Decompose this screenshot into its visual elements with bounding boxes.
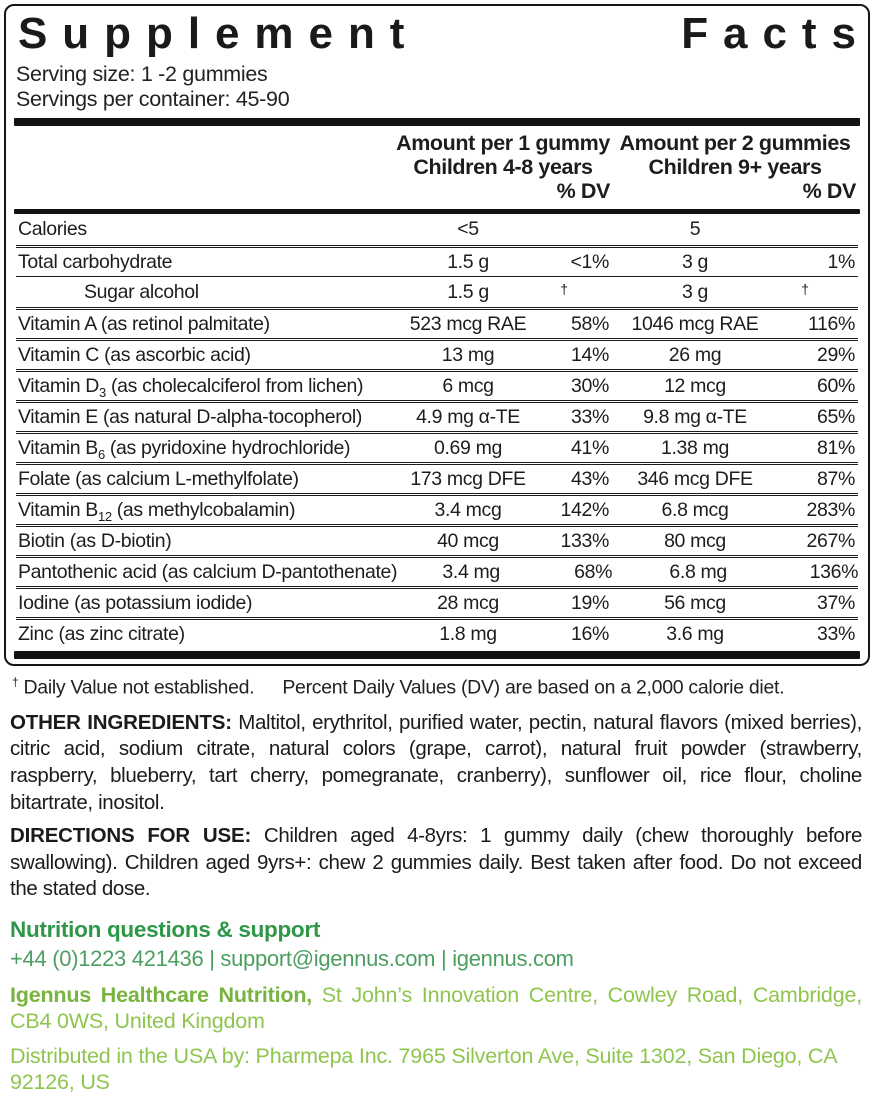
table-row — [16, 214, 858, 245]
directions-paragraph — [10, 823, 862, 903]
percent-dv-1: † — [560, 281, 568, 298]
nutrient-name: Biotin (as D-biotin) — [18, 529, 172, 552]
serving-size: Serving size: 1 -2 gummies — [16, 61, 268, 86]
amount-per-1-gummy: 1.8 mg — [439, 622, 497, 645]
amount-per-2-gummies: 26 mg — [668, 343, 722, 366]
support-contact-line: +44 (0)1223 421436 | support@igennus.com | igennus.com — [10, 945, 574, 971]
col2-age-label: Children 9+ years — [648, 155, 822, 180]
percent-dv-1: 58% — [571, 312, 609, 335]
dagger-symbol: † — [12, 675, 19, 690]
table-row — [16, 462, 858, 493]
amount-per-1-gummy: 523 mcg RAE — [409, 312, 527, 335]
table-row — [16, 307, 858, 338]
nutrient-name: Vitamin A (as retinol palmitate) — [18, 312, 270, 335]
percent-dv-2: 33% — [817, 622, 855, 645]
amount-per-2-gummies: 3.6 mg — [666, 622, 724, 645]
panel-title-word-supplement: Supplement — [18, 9, 420, 58]
amount-per-1-gummy: 6 mcg — [442, 374, 494, 397]
table-row — [16, 431, 858, 462]
amount-per-2-gummies: 9.8 mg α-TE — [643, 405, 747, 428]
amount-per-2-gummies: 346 mcg DFE — [637, 467, 753, 490]
panel-title — [18, 9, 871, 58]
table-row — [16, 369, 858, 400]
amount-per-1-gummy: 40 mcg — [437, 529, 499, 552]
amount-per-1-gummy: 1.5 g — [447, 280, 489, 303]
nutrient-name: Vitamin $B_{12}$ (as methylcobalamin) — [18, 498, 296, 524]
percent-dv-2: 1% — [827, 250, 855, 273]
nutrient-name: Iodine (as potassium iodide) — [18, 591, 253, 614]
other-ingredients-label: OTHER INGREDIENTS: — [10, 710, 232, 734]
nutrient-name: Folate (as calcium L-methylfolate) — [18, 467, 299, 490]
percent-dv-2: 267% — [806, 529, 855, 552]
percent-dv-2: 116% — [807, 312, 855, 335]
table-row — [16, 555, 858, 586]
supplement-facts-panel — [4, 4, 870, 666]
table-row — [16, 338, 858, 369]
table-row — [16, 524, 858, 555]
nutrient-name: Vitamin C (as ascorbic acid) — [18, 343, 251, 366]
directions-text: Children aged 4-8yrs: 1 gummy daily (chew thoroughly before swallowing). Children aged 9yrs+: chew 2 gummies daily. Best taken after food. Do not exceed the stated dose. — [10, 824, 862, 901]
amount-per-1-gummy: 4.9 mg α-TE — [416, 405, 520, 428]
amount-per-2-gummies: 1046 mcg RAE — [631, 312, 759, 335]
table-row — [16, 617, 858, 648]
amount-per-2-gummies: 6.8 mg — [669, 560, 727, 583]
divider-bar-bottom — [14, 651, 860, 659]
support-heading: Nutrition questions & support — [10, 916, 321, 942]
percent-dv-1: 142% — [560, 498, 609, 521]
distributor-paragraph: Distributed in the USA by: Pharmepa Inc. 7965 Silverton Ave, Suite 1302, San Diego, CA 92126, US — [10, 1043, 837, 1095]
nutrient-name: Vitamin $D_3$ (as cholecalciferol from lichen) — [18, 374, 364, 400]
panel-title-word-facts: Facts — [681, 9, 871, 58]
amount-per-1-gummy: 1.5 g — [447, 250, 489, 273]
table-row — [16, 493, 858, 524]
amount-per-2-gummies: 3 g — [681, 280, 709, 303]
footnote-text-1: Daily Value not established. — [23, 676, 255, 699]
footnote-text-2: Percent Daily Values (DV) are based on a 2,000 calorie diet. — [282, 676, 785, 699]
percent-dv-1: 41% — [571, 436, 609, 459]
col1-dv-label: % DV — [556, 179, 610, 204]
amount-per-2-gummies: 80 mcg — [664, 529, 726, 552]
table-row — [16, 586, 858, 617]
percent-dv-1: <1% — [570, 250, 609, 273]
amount-per-2-gummies: 5 — [689, 218, 701, 241]
table-row — [16, 245, 858, 276]
percent-dv-1: 33% — [571, 405, 609, 428]
other-ingredients-text: Maltitol, erythritol, purified water, pectin, natural flavors (mixed berries), citric acid, sodium citrate, natural colors (grape, carrot), natural fruit powder (strawberry, raspberry, blueberry, tart cherry, pomegranate, cranberry), sunflower oil, rice flour, choline bitartrate, inositol. — [10, 710, 862, 814]
percent-dv-2: 81% — [817, 436, 855, 459]
servings-per-container: Servings per container: 45-90 — [16, 87, 290, 112]
nutrient-name: Vitamin E (as natural D-alpha-tocopherol) — [18, 405, 363, 428]
nutrient-name: Vitamin $B_6$ (as pyridoxine hydrochloride) — [18, 436, 351, 462]
amount-per-1-gummy: 0.69 mg — [433, 436, 502, 459]
amount-per-1-gummy: 28 mcg — [437, 591, 499, 614]
col2-amount-label: Amount per 2 gummies — [619, 131, 851, 156]
percent-dv-2: † — [801, 281, 809, 298]
amount-per-2-gummies: 6.8 mcg — [661, 498, 729, 521]
percent-dv-2: 87% — [817, 467, 855, 490]
percent-dv-2: 29% — [817, 343, 855, 366]
nutrient-name: Total carbohydrate — [18, 250, 173, 273]
amount-per-1-gummy: 3.4 mcg — [434, 498, 502, 521]
percent-dv-1: 68% — [574, 560, 613, 583]
col1-amount-label: Amount per 1 gummy — [396, 131, 610, 156]
nutrient-name: Sugar alcohol — [84, 280, 199, 303]
divider-bar-top — [14, 118, 860, 126]
other-ingredients-paragraph — [10, 710, 862, 816]
table-row — [16, 276, 858, 307]
dv-footnote — [12, 675, 860, 700]
nutrient-name: Pantothenic acid (as calcium D-pantothenate) — [18, 560, 398, 583]
company-address-paragraph — [10, 982, 862, 1035]
amount-per-2-gummies: 1.38 mg — [660, 436, 729, 459]
table-row — [16, 400, 858, 431]
amount-per-2-gummies: 3 g — [681, 250, 709, 273]
company-address: St John’s Innovation Centre, Cowley Road, Cambridge, CB4 0WS, United Kingdom — [10, 982, 862, 1034]
percent-dv-1: 19% — [571, 591, 609, 614]
percent-dv-1: 43% — [571, 467, 609, 490]
table-header — [16, 126, 858, 207]
percent-dv-1: 16% — [571, 622, 609, 645]
percent-dv-2: 65% — [817, 405, 855, 428]
percent-dv-1: 14% — [571, 343, 609, 366]
supplement-label — [0, 4, 874, 1095]
percent-dv-2: 60% — [817, 374, 855, 397]
company-name: Igennus Healthcare Nutrition, — [10, 982, 313, 1007]
nutrient-name: Zinc (as zinc citrate) — [18, 622, 185, 645]
directions-label: DIRECTIONS FOR USE: — [10, 824, 252, 848]
nutrient-name: Calories — [18, 218, 87, 241]
amount-per-1-gummy: <5 — [457, 218, 479, 241]
percent-dv-2: 136% — [809, 560, 859, 583]
column-group-2-gummies — [612, 131, 858, 203]
percent-dv-2: 37% — [817, 591, 855, 614]
col1-age-label: Children 4-8 years — [413, 155, 593, 180]
amount-per-2-gummies: 12 mcg — [664, 374, 726, 397]
column-group-1-gummy — [394, 131, 612, 203]
amount-per-2-gummies: 56 mcg — [664, 591, 726, 614]
percent-dv-2: 283% — [806, 498, 855, 521]
amount-per-1-gummy: 3.4 mg — [442, 560, 500, 583]
percent-dv-1: 133% — [560, 529, 609, 552]
col2-dv-label: % DV — [802, 179, 856, 204]
amount-per-1-gummy: 173 mcg DFE — [410, 467, 526, 490]
nutrient-table — [16, 214, 858, 648]
percent-dv-1: 30% — [571, 374, 609, 397]
amount-per-1-gummy: 13 mg — [441, 343, 495, 366]
